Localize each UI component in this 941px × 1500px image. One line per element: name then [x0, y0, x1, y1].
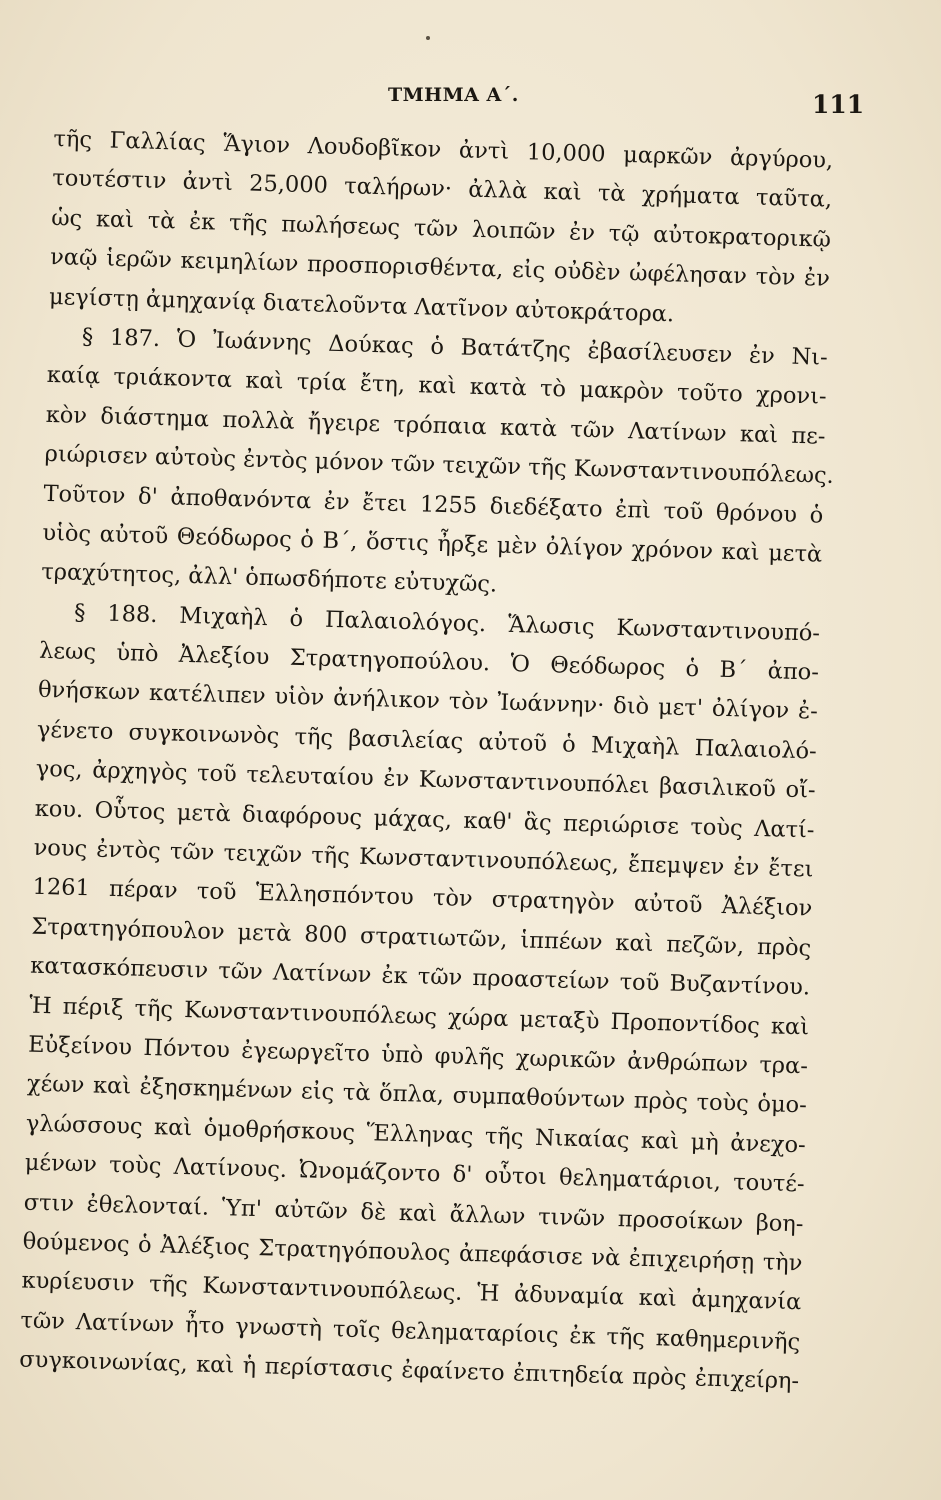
text-line: ὡς καὶ τὰ ἐκ τῆς πωλήσεως τῶν λοιπῶν ἐν τῷ αὐτοκρατορικῷ — [50, 204, 832, 253]
text-line: μένων τοὺς Λατίνους. Ὠνομάζοντο δ' οὗτοι θεληματάριοι, τουτέ- — [24, 1149, 805, 1198]
text-line: Εὐξείνου Πόντου ἐγεωργεῖτο ὑπὸ φυλῆς χωρικῶν ἀνθρώπων τρα- — [27, 1031, 809, 1080]
page-header — [0, 84, 941, 119]
body-text — [19, 120, 834, 1402]
text-line: καίᾳ τριάκοντα καὶ τρία ἔτη, καὶ κατὰ τὸ μακρὸν τοῦτο χρονι- — [46, 362, 827, 411]
text-line: μεγίστῃ ἀμηχανίᾳ διατελοῦντα Λατῖνον αὐτοκράτορα. — [48, 283, 675, 327]
text-line: γλώσσους καὶ ὁμοθρήσκους Ἕλληνας τῆς Νικαίας καὶ μὴ ἀνεχο- — [25, 1110, 807, 1159]
text-line: Τοῦτον δ' ἀποθανόντα ἐν ἔτει 1255 διεδέξατο ἐπὶ τοῦ θρόνου ὁ — [43, 480, 824, 529]
text-line: Ἡ πέριξ τῆς Κωνσταντινουπόλεως χώρα μεταξὺ Προποντίδος καὶ — [28, 992, 810, 1041]
text-line: κου. Οὗτος μετὰ διαφόρους μάχας, καθ' ἃς περιώρισε τοὺς Λατί- — [34, 795, 815, 844]
section-188-heading-line: § 188. Μιχαὴλ ὁ Παλαιολόγος. Ἅλωσις Κωνσταντινουπό- — [73, 599, 821, 647]
text-line: τῶν Λατίνων ἦτο γνωστὴ τοῖς θεληματαρίοις ἐκ τῆς καθημερινῆς — [20, 1307, 801, 1356]
text-line: 1261 πέραν τοῦ Ἑλλησπόντου τὸν στρατηγὸν αὐτοῦ Ἀλέξιον — [32, 874, 813, 922]
text-line: νους ἐντὸς τῶν τειχῶν τῆς Κωνσταντινουπόλεως, ἔπεμψεν ἐν ἔτει — [33, 834, 814, 883]
section-187-heading-line: § 187. Ὁ Ἰωάννης Δούκας ὁ Βατάτζης ἐβασίλευσεν ἐν Νι- — [81, 323, 829, 371]
text-line: τῆς Γαλλίας Ἅγιον Λουδοβῖκον ἀντὶ 10,000 μαρκῶν ἀργύρου, — [53, 125, 834, 174]
text-line: κατασκόπευσιν τῶν Λατίνων ἐκ τῶν προαστείων τοῦ Βυζαντίνου. — [30, 952, 811, 1001]
text-line: γένετο συγκοινωνὸς τῆς βασιλείας αὐτοῦ ὁ Μιχαὴλ Παλαιολό- — [36, 716, 818, 765]
text-line: υἱὸς αὐτοῦ Θεόδωρος ὁ Β΄, ὅστις ἦρξε μὲν ὀλίγον χρόνον καὶ μετὰ — [42, 519, 823, 568]
text-line: κὸν διάστημα πολλὰ ἤγειρε τρόπαια κατὰ τῶν Λατίνων καὶ πε- — [45, 401, 826, 450]
text-line: συγκοινωνίας, καὶ ἡ περίστασις ἐφαίνετο ἐπιτηδεία πρὸς ἐπιχείρη- — [19, 1346, 800, 1395]
text-line: στιν ἐθελονταί. Ὑπ' αὐτῶν δὲ καὶ ἄλλων τινῶν προσοίκων βοη- — [23, 1189, 804, 1237]
text-line: ναῷ ἱερῶν κειμηλίων προσπορισθέντα, εἰς οὐδὲν ὠφέλησαν τὸν ἐν — [49, 244, 831, 292]
running-head: ΤΜΗΜΑ Α΄. — [388, 84, 519, 106]
text-line: λεως ὑπὸ Ἀλεξίου Στρατηγοπούλου. Ὁ Θεόδωρος ὁ Β΄ ἀπο- — [38, 637, 820, 686]
text-line: τουτέστιν ἀντὶ 25,000 ταλήρων· ἀλλὰ καὶ τὰ χρήματα ταῦτα, — [52, 165, 833, 214]
text-line: ριώρισεν αὐτοὺς ἐντὸς μόνον τῶν τειχῶν τῆς Κωνσταντινουπόλεως. — [44, 440, 835, 490]
text-line: θνήσκων κατέλιπεν υἱὸν ἀνήλικον τὸν Ἰωάννην· διὸ μετ' ὀλίγον ἐ- — [37, 677, 819, 726]
page-number: 111 — [812, 90, 865, 119]
text-line: τραχύτητος, ἀλλ' ὁπωσδήποτε εὐτυχῶς. — [41, 559, 498, 598]
text-line: γος, ἀρχηγὸς τοῦ τελευταίου ἐν Κωνσταντινουπόλει βασιλικοῦ οἴ- — [35, 756, 816, 804]
text-line: κυρίευσιν τῆς Κωνσταντινουπόλεως. Ἡ ἀδυναμία καὶ ἀμηχανία — [21, 1267, 802, 1316]
text-line: χέων καὶ ἐξησκημένων εἰς τὰ ὅπλα, συμπαθούντων πρὸς τοὺς ὁμο- — [26, 1071, 808, 1119]
text-line: Στρατηγόπουλον μετὰ 800 στρατιωτῶν, ἱππέων καὶ πεζῶν, πρὸς — [31, 913, 812, 962]
text-line: θούμενος ὁ Ἀλέξιος Στρατηγόπουλος ἀπεφάσισε νὰ ἐπιχειρήσῃ τὴν — [22, 1228, 803, 1277]
ink-speck — [426, 36, 430, 40]
